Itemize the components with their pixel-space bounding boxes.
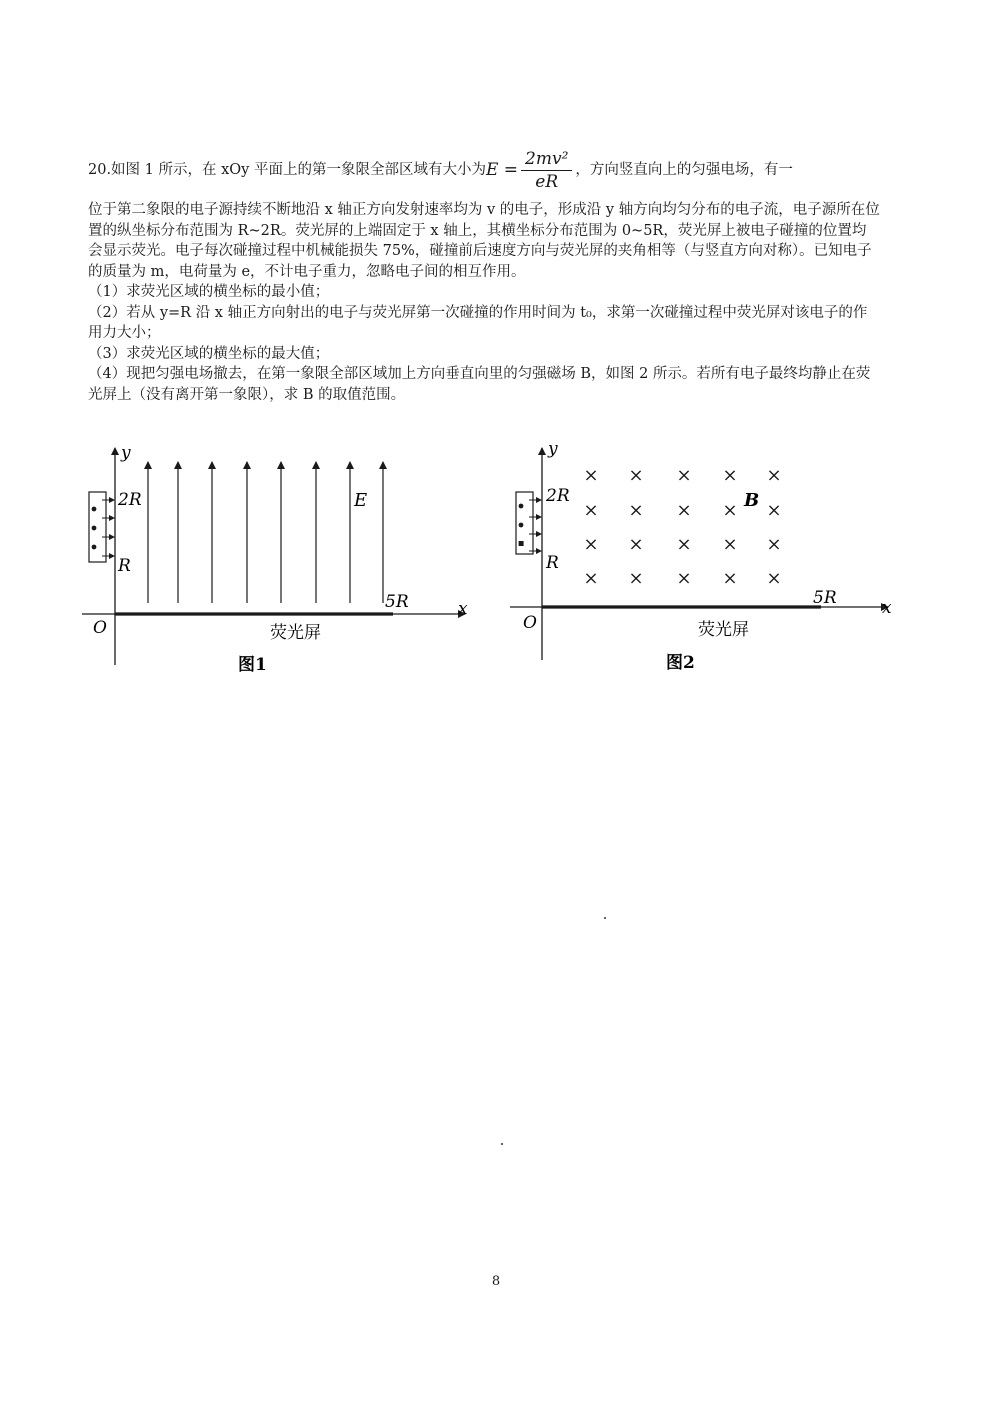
- cross-mark: ×: [583, 500, 599, 521]
- fraction-denominator: eR: [535, 171, 559, 192]
- problem-text: [88, 140, 880, 405]
- x-axis-label: x: [882, 598, 892, 618]
- question-4: （4）现把匀强电场撤去，在第一象限全部区域加上方向垂直向里的匀强磁场 B，如图 2 所示。若所有电子最终均静止在荧光屏上（没有离开第一象限），求 B 的取值范围。: [88, 366, 871, 403]
- electron-source: [89, 492, 106, 562]
- cross-mark: ×: [722, 568, 738, 589]
- scan-speck: [501, 1143, 503, 1145]
- cross-mark: ×: [676, 500, 692, 521]
- electron-emission-arrows: [529, 500, 541, 551]
- origin-label: O: [523, 613, 537, 633]
- cross-mark: ×: [722, 534, 738, 555]
- tick-5r: 5R: [813, 588, 837, 608]
- cross-mark: ×: [583, 568, 599, 589]
- electron-dot: [92, 526, 97, 531]
- electron-source: [516, 492, 533, 554]
- tick-2r: 2R: [546, 486, 570, 506]
- cross-mark: ×: [722, 500, 738, 521]
- problem-intro: 20.如图 1 所示，在 xOy 平面上的第一象限全部区域有大小为: [88, 161, 486, 178]
- cross-mark: ×: [766, 465, 782, 486]
- figure-1: [80, 440, 480, 690]
- figure-2: [508, 440, 908, 690]
- cross-mark: ×: [583, 465, 599, 486]
- page-number: 8: [491, 1274, 501, 1289]
- cross-mark: ×: [766, 568, 782, 589]
- magnetic-field-crosses: [583, 465, 781, 589]
- cross-mark: ×: [766, 534, 782, 555]
- electron-dot: [92, 545, 97, 550]
- origin-label: O: [93, 618, 107, 638]
- question-1: （1）求荧光区域的横坐标的最小值；: [88, 284, 330, 300]
- problem-first-line: [88, 140, 880, 200]
- electron-emission-arrows: [102, 500, 114, 556]
- y-axis-label: y: [121, 443, 131, 463]
- figure-caption: 图1: [238, 655, 267, 675]
- field-equation-lhs: E =: [485, 159, 519, 180]
- electric-field-lines: [148, 462, 383, 603]
- electron-dot: [519, 504, 524, 509]
- y-axis-label: y: [548, 439, 558, 459]
- screen-label: 荧光屏: [698, 620, 749, 640]
- electron-dot: [519, 523, 524, 528]
- scan-speck: [604, 917, 606, 919]
- cross-mark: ×: [628, 500, 644, 521]
- fraction-numerator: 2mv²: [521, 148, 572, 171]
- tick-5r: 5R: [385, 592, 409, 612]
- x-axis-label: x: [458, 599, 468, 619]
- problem-body: 位于第二象限的电子源持续不断地沿 x 轴正方向发射速率均为 v 的电子，形成沿 y 轴方向均匀分布的电子流，电子源所在位置的纵坐标分布范围为 R~2R。荧光屏的上端固定于 x 轴上，其横坐标分布范围为 0~5R，荧光屏上被电子碰撞的位置均会显示荧光。电子每次碰撞过程中机械能损失 75%，碰撞前后速度方向与荧光屏的夹角相等（与竖直方向对称）。已知电子的质量为 m，电荷量为 e，不计电子重力，忽略电子间的相互作用。: [88, 202, 880, 280]
- problem-intro-tail: ，方向竖直向上的匀强电场，有一: [575, 161, 793, 178]
- tick-r: R: [546, 553, 559, 573]
- cross-mark: ×: [676, 534, 692, 555]
- cross-mark: ×: [766, 500, 782, 521]
- cross-mark: ×: [722, 465, 738, 486]
- field-label-e: E: [354, 490, 368, 511]
- cross-mark: ×: [676, 568, 692, 589]
- field-label-b: B: [744, 490, 760, 511]
- cross-mark: ×: [676, 465, 692, 486]
- question-3: （3）求荧光区域的横坐标的最大值；: [88, 345, 330, 362]
- tick-2r: 2R: [118, 490, 142, 510]
- figure-caption: 图2: [666, 653, 695, 673]
- question-2: （2）若从 y=R 沿 x 轴正方向射出的电子与荧光屏第一次碰撞的作用时间为 t₀，求第一次碰撞过程中荧光屏对该电子的作用力大小；: [88, 304, 868, 341]
- cross-mark: ×: [628, 465, 644, 486]
- screen-label: 荧光屏: [270, 623, 321, 643]
- electron-dot: [519, 541, 524, 546]
- tick-r: R: [118, 556, 131, 576]
- cross-mark: ×: [628, 534, 644, 555]
- electron-dot: [92, 507, 97, 512]
- cross-mark: ×: [628, 568, 644, 589]
- field-fraction: [521, 148, 572, 193]
- cross-mark: ×: [583, 534, 599, 555]
